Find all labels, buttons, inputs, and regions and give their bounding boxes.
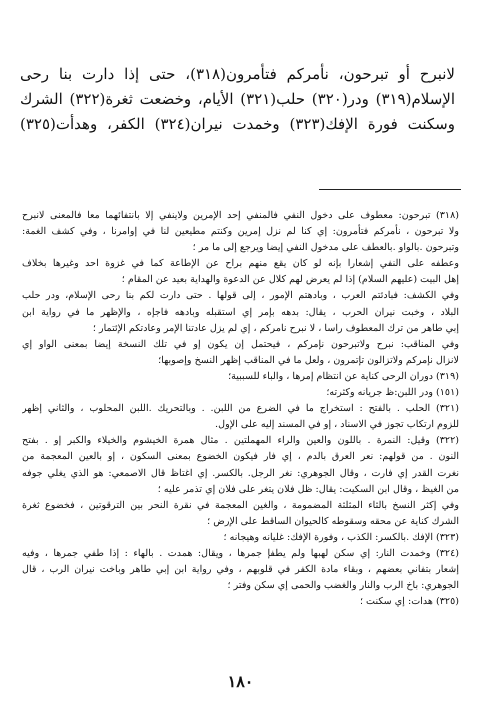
main-text-block (20, 62, 455, 137)
footnote-line: ولا تبرحون ، نأمركم فتأمرون: إي كنا لم نزل إمرين وكنتم مطيعين لنا في إوامرنا ، وفي كشف الغمة: (22, 226, 459, 238)
main-text-line: لانبرح أو تبرحون، نأمركم فتأمرون(٣١٨)، حتى إذا دارت بنا رحى (20, 65, 455, 83)
footnote-line: إبي طاهر من ترك المعطوف راسا ، لا نبرح نامركم ، إي لم يزل عادتنا الإمر وعادتكم الإئتمار ؛ (92, 322, 459, 334)
main-text-line: وسكنت فورة الإفك(٣٢٣) وخمدت نيران(٣٢٤) الكفر، وهدأت(٣٢٥) (20, 115, 455, 133)
footnote-line: النون . من قولهم: نعر العرق بالدم ، إي فار فيكون الخضوع بمعنى السكون ، إو بالعين المعجمة من (22, 451, 459, 463)
footnote-line: (٣٢٣) الإفك .بالكسر: الكذب ، وفورة الإفك: غليانه وهيجانه ؛ (223, 531, 459, 543)
footnote-line: إشعار بتفاني بعضهم ، وبقاء مادة الكفر في قلوبهم ، وفي رواية ابن إبي طاهر وباخت نيران الرب ، قال (22, 564, 459, 576)
footnote-line: وفي الكشف: فبادئتم العرب ، وبادهتم الإمور ، إلى قولها . حتى دارت لكم بنا رحى الإسلام، ودر حلب (22, 290, 459, 302)
footnote-line: للزوم ارتكاب تجوز في الاسناد ، إو في المسند إليه على الإول. (215, 419, 459, 431)
footnote-line: وتبرحون .بالواو .بالعطف على مدخول النفي إيضا ويرجع إلى ما مر ؛ (192, 242, 459, 254)
footnote-line: (٣٢٥) هدات: إي سكنت ؛ (359, 596, 459, 608)
footnote-line: (٣١٩) دوران الرحى كناية عن انتظام إمرها ، والباء للسببية؛ (228, 370, 459, 382)
footnote-line: (٣١٨) تبرحون: معطوف على دخول النفي فالمنفي إحد الإمرين ولاينفي إلا بانتفائهما معا فالمعنى لانبرح (22, 210, 459, 221)
footnote-line: وعطفه على النفي إشعارا بإنه لو كان يقع منهم براح عن الإطاعة كما في غزوة احد وغيرها بخلاف (22, 258, 459, 270)
footnote-line: (٣٢١) الحلب . بالفتح : استخراج ما في الضرع من اللبن. . وبالتحريك .اللبن المحلوب ، والثاني إظهر (22, 403, 459, 415)
footnote-line: وفي المناقب: نبرح ولاتبرحون نإمركم ، فيحتمل إن يكون إو في تلك النسخة إيضا بمعنى الواو إي (22, 338, 459, 350)
page-number: ١٨٠ (227, 672, 254, 691)
footnote-line: (١٥١) ودر اللبن:ظ جريانه وكثرته؛ (326, 387, 459, 399)
footnote-line: (٣٢٤) وخمدت النار: إي سكن لهبها ولم يطفإ جمرها ، ويقال: همدت . بالهاء : إذا طفي جمرها ، وفيه (22, 547, 459, 559)
footnote-line: من الغيظ ، وقال ابن السكيت: يقال: ظل فلان يتغر على فلان إي تذمر عليه ؛ (157, 483, 459, 495)
footnote-line: لانزال نإمركم ولاتزالون تإتمرون ، ولعل ما في المناقب إظهر النسخ وإصوبها؛ (158, 354, 459, 366)
footnote-line: وفي إكثر النسخ بالثاء المثلثة المضمومة ، والغين المعجمة في نقرة النحر بين الترقوتين ، فخضوع ثغرة (22, 499, 459, 511)
footnote-line: إهل البيت (عليهم السلام) إذا لم يعرض لهم كلال عن الدعوة والهداية بعيد عن المقام ؛ (121, 274, 459, 286)
footnote-line: البلاد ، وخبت نيران الحرب ، يقال: بدهه بإمر إي استقبله وبادهه فاجإه ، والإظهر ما في رواية ابن (22, 306, 459, 318)
footnotes-block (22, 208, 459, 610)
footnote-line: الجوهري: باخ الرب والنار والغضب والحمى إي سكن وفتر ؛ (227, 580, 459, 592)
footnote-line: (٣٢٢) وقيل: النمرة . باللون والعين والراء المهملتين . مثال همرة الخيشوم والخيلاء والكبر إو . بفتح (22, 435, 459, 447)
footnote-line: نغرت القدر إي فارت ، وقال الجوهري: نغر الرجل. بالكسر. إي اغتاظ قال الاصمعي: هو الذي يغلي جوفه (22, 467, 459, 479)
main-text-line: الإسلام(٣١٩) ودر(٣٢٠) حلب(٣٢١) الأيام، وخضعت ثغرة(٣٢٢) الشرك (20, 90, 455, 108)
footnote-separator (319, 189, 461, 190)
footnote-line: الشرك كناية عن محقه وسقوطه كالحيوان الساقط على الإرض ؛ (207, 515, 459, 527)
